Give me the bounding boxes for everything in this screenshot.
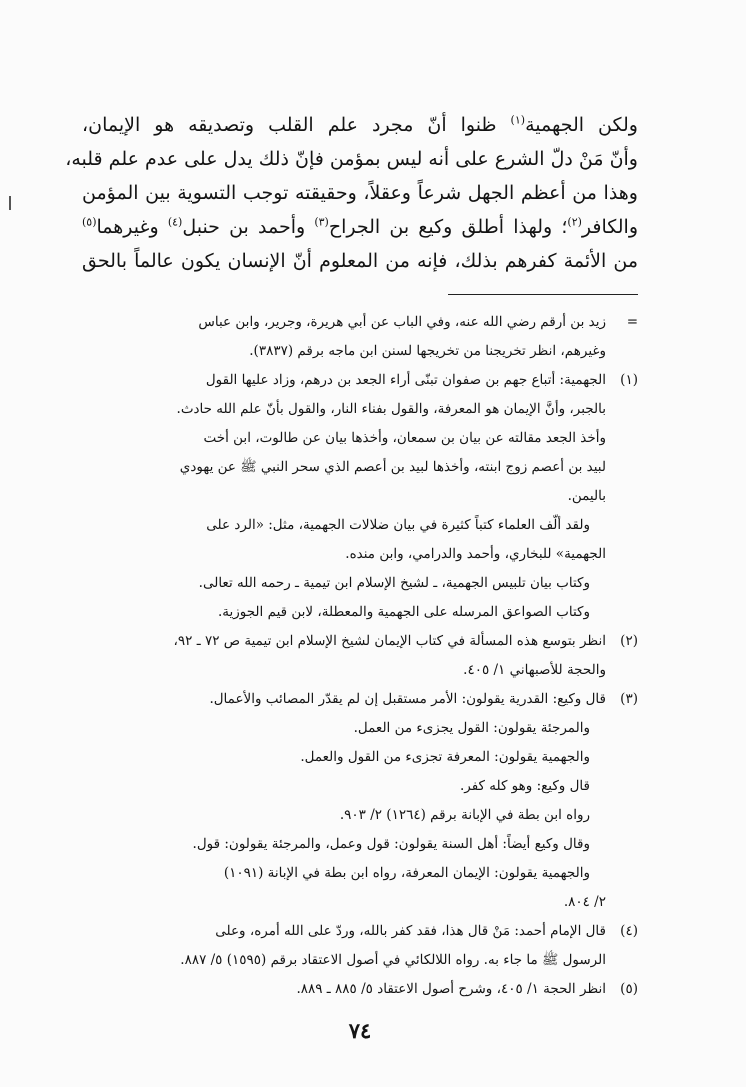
footnote <box>82 685 638 917</box>
footnote-line: والجهمية يقولون: المعرفة تجزىء من القول والعمل. <box>300 749 590 765</box>
footnote-body <box>82 975 606 1004</box>
text-run: وأحمد بن حنبل <box>182 216 315 238</box>
main-text <box>65 108 638 278</box>
footnote-ref: (٣) <box>314 215 329 229</box>
footnote-line: قال وكيع: وهو كله كفر. <box>459 778 590 794</box>
scan-edge-mark <box>9 196 11 210</box>
text-run: من الأئمة كفرهم بذلك، فإنه من المعلوم أنّ الإنسان يكون عالماً بالحق <box>82 250 638 272</box>
footnote-line: وغيرهم، انظر تخريجنا من تخريجها لسنن ابن ماجه برقم (٣٨٣٧). <box>249 343 606 359</box>
footnote-body <box>82 366 606 627</box>
footnote-line: والحجة للأصبهاني ١/ ٤٠٥. <box>463 662 606 678</box>
footnote-body <box>82 685 606 917</box>
footnote-number: = <box>626 314 638 330</box>
footnote <box>82 627 638 685</box>
footnote-line: ٢/ ٨٠٤. <box>563 894 606 910</box>
footnote <box>82 917 638 975</box>
footnote-line: باليمن. <box>567 488 606 504</box>
footnote-line: وكتاب الصواعق المرسله على الجهمية والمعطلة، لابن قيم الجوزية. <box>217 604 590 620</box>
book-page <box>65 0 638 1087</box>
text-run: ولكن الجهمية <box>525 114 638 136</box>
footnote-line: انظر بتوسع هذه المسألة في كتاب الإيمان لشيخ الإسلام ابن تيمية ص ٧٢ ـ ٩٢، <box>173 633 606 649</box>
main-line <box>82 244 638 278</box>
footnote-line: قال الإمام أحمد: مَنْ قال هذا، فقد كفر بالله، وردّ على الله أمره، وعلى <box>215 923 606 939</box>
footnote-ref: (٤) <box>167 215 183 229</box>
footnote-line: الرسول ﷺ ما جاء به. رواه اللالكائي في أصول الاعتقاد برقم (١٥٩٥) ٥/ ٨٨٧. <box>180 952 606 968</box>
main-line <box>82 176 638 210</box>
footnote-line: وكتاب بيان تلبيس الجهمية، ـ لشيخ الإسلام ابن تيمية ـ رحمه الله تعالى. <box>198 575 590 591</box>
footnote-ref: (١) <box>510 113 526 127</box>
footnotes <box>82 308 638 1004</box>
footnote-line: والجهمية يقولون: الإيمان المعرفة، رواه ابن بطة في الإبانة (١٠٩١) <box>223 865 590 881</box>
text-run: وغيرهما <box>96 216 168 238</box>
text-run: ؛ ولهذا أطلق وكيع بن الجراح <box>328 216 568 238</box>
main-line <box>65 142 638 176</box>
footnote-line: بالجبر، وأنَّ الإيمان هو المعرفة، والقول بفناء النار، والقول بأنّ علم الله حادث. <box>176 401 606 417</box>
footnote-line: الجهمية: أتباع جهم بن صفوان تبنّى أراء الجعد بن درهم، وزاد عليها القول <box>205 372 606 388</box>
footnote-ref: (٥) <box>82 215 97 229</box>
footnote-body <box>82 917 606 975</box>
main-line <box>82 108 638 142</box>
footnote-line: ولقد ألّف العلماء كتباً كثيرة في بيان ضلالات الجهمية، مثل: «الرد على <box>206 517 590 533</box>
text-run: وأنّ مَنْ دلّ الشرع على أنه ليس بمؤمن فإنّ ذلك يدل على عدم علم قلبه، <box>65 148 638 170</box>
footnote-line: قال وكيع: القدرية يقولون: الأمر مستقبل إن لم يقدّر المصائب والأعمال. <box>209 691 606 707</box>
main-line <box>82 210 638 244</box>
footnote-line: وأخذ الجعد مقالته عن بيان بن سمعان، وأخذها بيان عن طالوت، ابن أخت <box>203 430 606 446</box>
page-number: ٧٤ <box>348 1018 372 1043</box>
footnote <box>82 366 638 627</box>
footnote-number: (٤) <box>620 923 638 939</box>
footnote-body <box>82 627 606 685</box>
footnote-line: والمرجئة يقولون: القول يجزىء من العمل. <box>353 720 590 736</box>
footnote-line: زيد بن أرقم رضي الله عنه، وفي الباب عن أبي هريرة، وجرير، وابن عباس <box>198 314 606 330</box>
footnote-line: الجهمية» للبخاري، وأحمد والدرامي، وابن منده. <box>345 546 606 562</box>
footnote-line: لبيد بن أعصم زوج ابنته، وأخذها لبيد بن أعصم الذي سحر النبي ﷺ عن يهودي <box>179 459 606 475</box>
text-run: ظنوا أنّ مجرد علم القلب وتصديقه هو الإيمان، <box>82 114 511 136</box>
footnote-line: انظر الحجة ١/ ٤٠٥، وشرح أصول الاعتقاد ٥/ ٨٨٥ ـ ٨٨٩. <box>296 981 606 997</box>
footnote-separator <box>448 294 638 295</box>
footnote <box>82 308 638 366</box>
footnote-ref: (٢) <box>567 215 582 229</box>
footnote-number: (٣) <box>620 691 638 707</box>
footnote-number: (١) <box>620 372 638 388</box>
text-run: والكافر <box>581 216 638 238</box>
footnote-line: وقال وكيع أيضاً: أهل السنة يقولون: قول وعمل، والمرجئة يقولون: قول. <box>192 836 590 852</box>
footnote-line: رواه ابن بطة في الإبانة برقم (١٢٦٤) ٢/ ٩٠٣. <box>339 807 590 823</box>
footnote-number: (٢) <box>620 633 638 649</box>
footnote-number: (٥) <box>620 981 638 997</box>
text-run: وهذا من أعظم الجهل شرعاً وعقلاً، وحقيقته توجب التسوية بين المؤمن <box>82 182 638 204</box>
footnote <box>82 975 638 1004</box>
footnote-body <box>82 308 606 366</box>
